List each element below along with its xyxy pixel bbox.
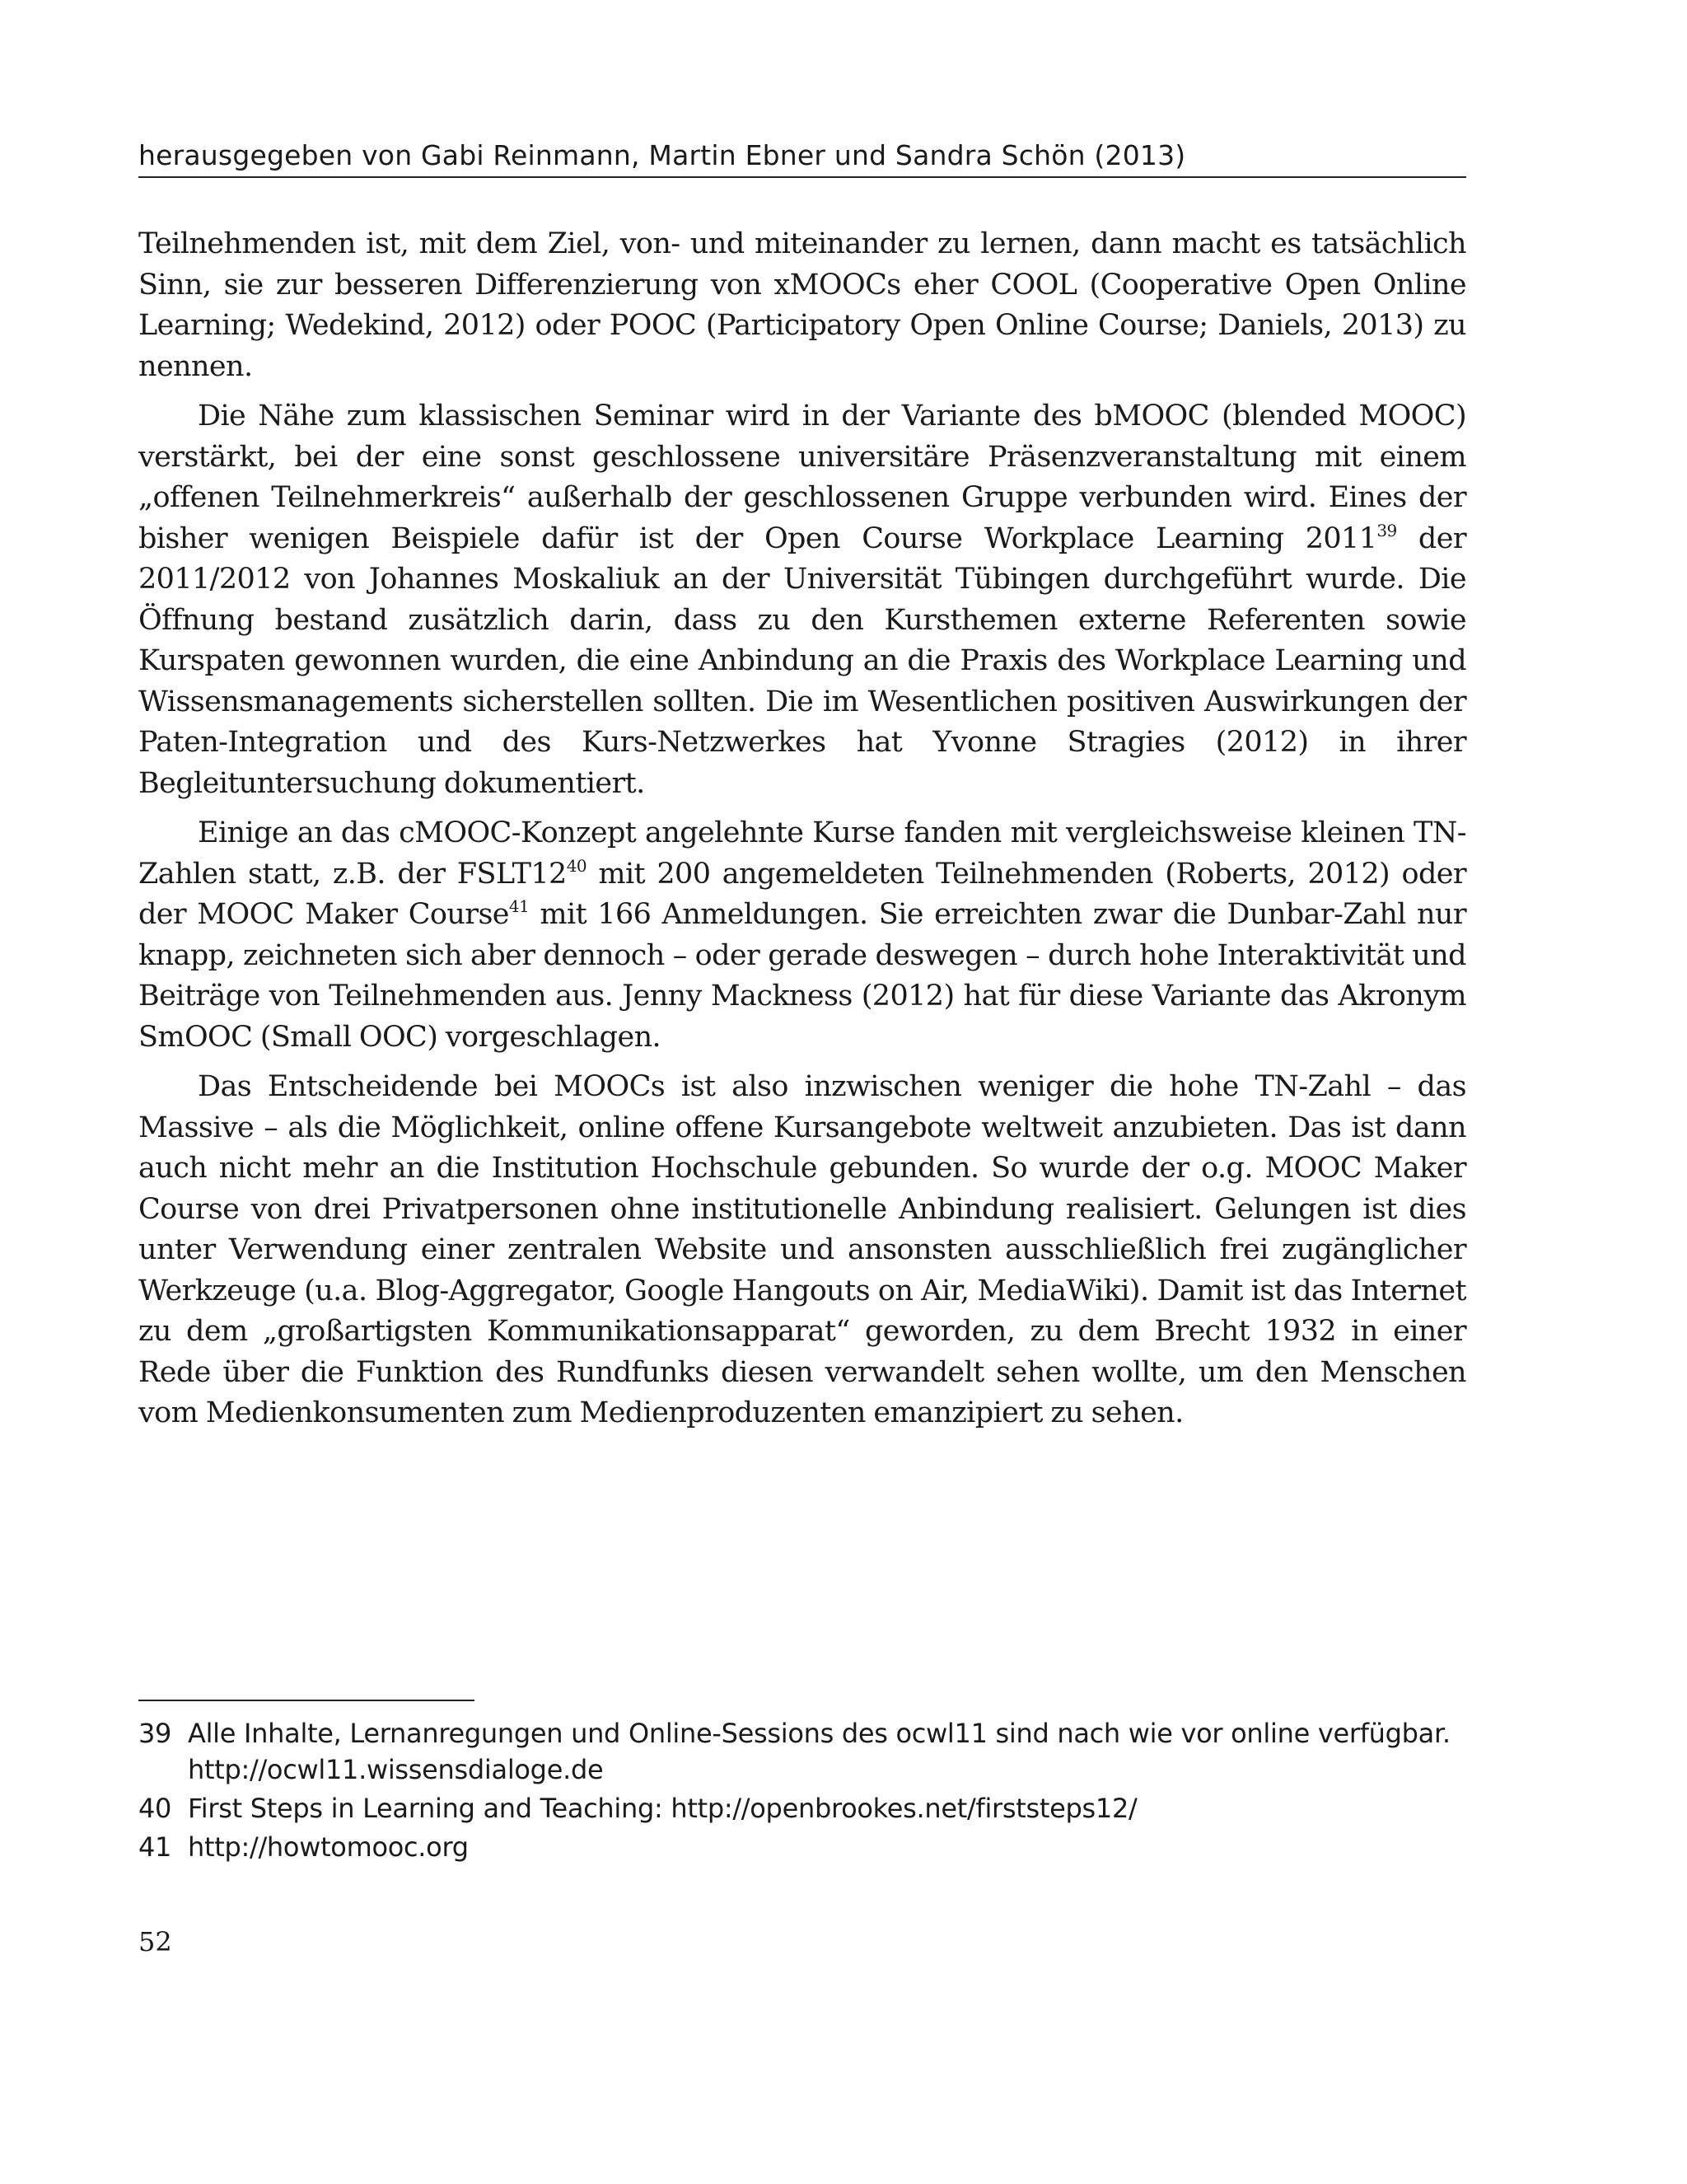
footnote-text: First Steps in Learning and Teaching: http://openbrookes.net/firststeps12/ <box>188 1793 1138 1824</box>
footnote-40 <box>138 1790 1466 1826</box>
footnote-ref-39[interactable]: 39 <box>1376 520 1397 540</box>
paragraph-4: Das Entscheidende bei MOOCs ist also inzwischen weniger die hohe TN-Zahl – das Massive – als die Möglichkeit, online offene Kursangebote weltweit anzubieten. Das ist dann auch nicht mehr an die Institution Hochschule gebunden. So wurde der o.g. MOOC Maker Course von drei Privatpersonen ohne institutionelle Anbindung realisiert. Gelungen ist dies unter Verwendung einer zentralen Website und ansonsten ausschließlich frei zugänglicher Werkzeuge (u.a. Blog-Aggregator, Google Hangouts on Air, MediaWiki). Damit ist das Internet zu dem „großartigsten Kommunikationsapparat“ geworden, zu dem Brecht 1932 in einer Rede über die Funktion des Rundfunks diesen verwandelt sehen wollte, um den Menschen vom Medienkonsumenten zum Medienproduzenten emanzipiert zu sehen. <box>138 1070 1466 1429</box>
footnote-text: Alle Inhalte, Lernanregungen und Online-Sessions des ocwl11 sind nach wie vor online verfügbar. http://ocwl11.wissensdialoge.de <box>188 1718 1451 1785</box>
paragraph-3-text-a: Einige an das cMOOC-Konzept angelehnte Kurse fanden mit vergleichsweise kleinen TN-Zahlen statt, z.B. der FSLT12 <box>138 816 1466 891</box>
footnote-number: 39 <box>138 1718 172 1749</box>
footnote-41 <box>138 1829 1466 1865</box>
footnote-number: 40 <box>138 1793 172 1824</box>
footnote-text: http://howtomooc.org <box>188 1831 469 1863</box>
footnote-39 <box>138 1715 1466 1788</box>
page-number: 52 <box>138 1926 172 1957</box>
running-header: herausgegeben von Gabi Reinmann, Martin Ebner und Sandra Schön (2013) <box>138 139 1186 171</box>
header-rule <box>138 176 1466 178</box>
paragraph-3-text-c: mit 166 Anmeldungen. Sie erreichten zwar die Dunbar-Zahl nur knapp, zeichneten sich aber dennoch – oder gerade deswegen – durch hohe Interaktivität und Beiträge von Teilnehmenden aus. Jenny Mackness (2012) hat für diese Variante das Akronym SmOOC (Small OOC) vorgeschlagen. <box>138 898 1466 1054</box>
paragraph-3 <box>138 813 1466 1058</box>
paragraph-2-text-b: der 2011/2012 von Johannes Moskaliuk an der Universität Tübingen durchgeführt wurde. Die Öffnung bestand zusätzlich darin, dass zu den Kursthemen externe Referenten sowie Kurspaten gewonnen wurden, die eine Anbindung an die Praxis des Workplace Learning und Wissensmanagements sicherstellen sollten. Die im Wesentlichen positiven Auswirkungen der Paten-Integration und des Kurs-Netzwerkes hat Yvonne Stragies (2012) in ihrer Begleituntersuchung dokumentiert. <box>138 521 1466 800</box>
paragraph-1: Teilnehmenden ist, mit dem Ziel, von- und miteinander zu lernen, dann macht es tatsächlich Sinn, sie zur besseren Differenzierung von xMOOCs eher COOL (Cooperative Open Online Learning; Wedekind, 2012) oder POOC (Participatory Open Online Course; Daniels, 2013) zu nennen. <box>138 227 1466 383</box>
footnotes <box>138 1715 1466 1868</box>
footnote-number: 41 <box>138 1831 172 1863</box>
footnote-ref-41[interactable]: 41 <box>508 896 530 916</box>
paragraph-2 <box>138 396 1466 804</box>
paragraph-3-text-b: mit 200 angemeldeten Teilnehmenden (Roberts, 2012) oder der MOOC Maker Course <box>138 857 1466 931</box>
body-text <box>138 224 1466 1443</box>
paragraph-2-text-a: Die Nähe zum klassischen Seminar wird in der Variante des bMOOC (blended MOOC) verstärkt, bei der eine sonst geschlossene universitäre Präsenzveranstaltung mit einem „offenen Teilnehmerkreis“ außerhalb der geschlossenen Gruppe verbunden wird. Eines der bisher wenigen Beispiele dafür ist der Open Course Workplace Learning 2011 <box>138 400 1466 555</box>
footnote-ref-40[interactable]: 40 <box>566 855 586 876</box>
footnote-rule <box>138 1700 474 1701</box>
